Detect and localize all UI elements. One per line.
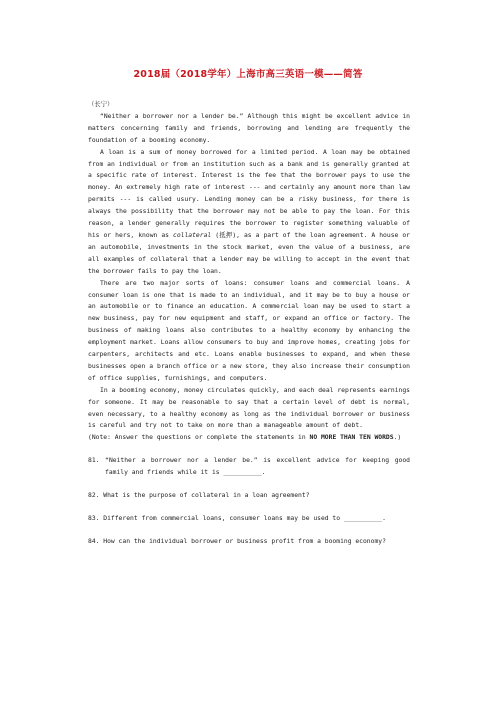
paragraph-4: In a booming economy, money circulates quickly, and each deal represents earnings for someone. It may be reasonable to say that a certain level of debt is normal, even necessary, to a healthy economy as long as the individual borrower or business is careful and try not to take on more than a manageable amount of debt. [88,386,410,430]
question-84 [88,536,410,548]
paragraph-2-part-a: A loan is a sum of money borrowed for a limited period. A loan may be obtained from an individual or from an institution such as a bank and is generally granted at a specific rate of interest. Interest is the fee that the borrower pays to use the money. An extremely high rate of interest --- and certainly any amount more than law permits --- is called usury. Lending money can be a risky business, for there is always the possibility that the borrower may not be able to pay the loan. For this reason, a lender generally requires the borrower to register something valuable of his or hers, known as [88,148,410,239]
region-tag: （长宁） [88,101,114,108]
paragraph-2 [88,147,410,278]
passage-body [88,99,410,548]
instruction-note [88,432,410,444]
note-suffix: .) [393,434,402,442]
question-81 [88,455,410,479]
paragraph-1: “Neither a borrower nor a lender be.” Although this might be excellent advice in matters concerning family and friends, borrowing and lending are frequently the foundation of a booming economy. [88,112,410,144]
document-title: 2018届（2018学年）上海市高三英语一模——简答 [133,69,363,80]
question-82 [88,490,410,502]
paragraph-3: There are two major sorts of loans: consumer loans and commercial loans. A consumer loan is one that is made to an individual, and it may be to buy a house or an automobile or to finance an education. A commercial loan may be used to start a new business, pay for new equipment and staff, or expand an office or factory. The business of making loans also contributes to a healthy economy by enhancing the employment market. Loans allow consumers to buy and improve homes, creating jobs for carpenters, architects and etc. Loans enable businesses to expand, and when these businesses open a branch office or a new store, they also increase their consumption of office supplies, furnishings, and computers. [88,279,410,382]
note-word-limit: NO MORE THAN TEN WORDS [309,434,394,442]
question-83 [88,513,410,525]
question-text: 83. Different from commercial loans, consumer loans may be used to __________. [88,515,386,522]
question-text: 82. What is the purpose of collateral in a loan agreement? [88,492,310,500]
paragraph-2-part-b: (抵押), as a part of the loan agreement. A house or an automobile, investments in the stock market, even the value of a business, are all examples of collateral that a lender may be willing to accept in the event that the borrower fails to pay the loan. [88,231,410,275]
question-text: 84. How can the individual borrower or business profit from a booming economy? [88,537,386,545]
note-prefix: (Note: Answer the questions or complete the statements in [88,434,310,442]
collateral-term: collateral [173,231,212,239]
question-text: 81. “Neither a borrower nor a lender be.” is excellent advice for keeping good family and friends while it is __________. [88,457,410,477]
